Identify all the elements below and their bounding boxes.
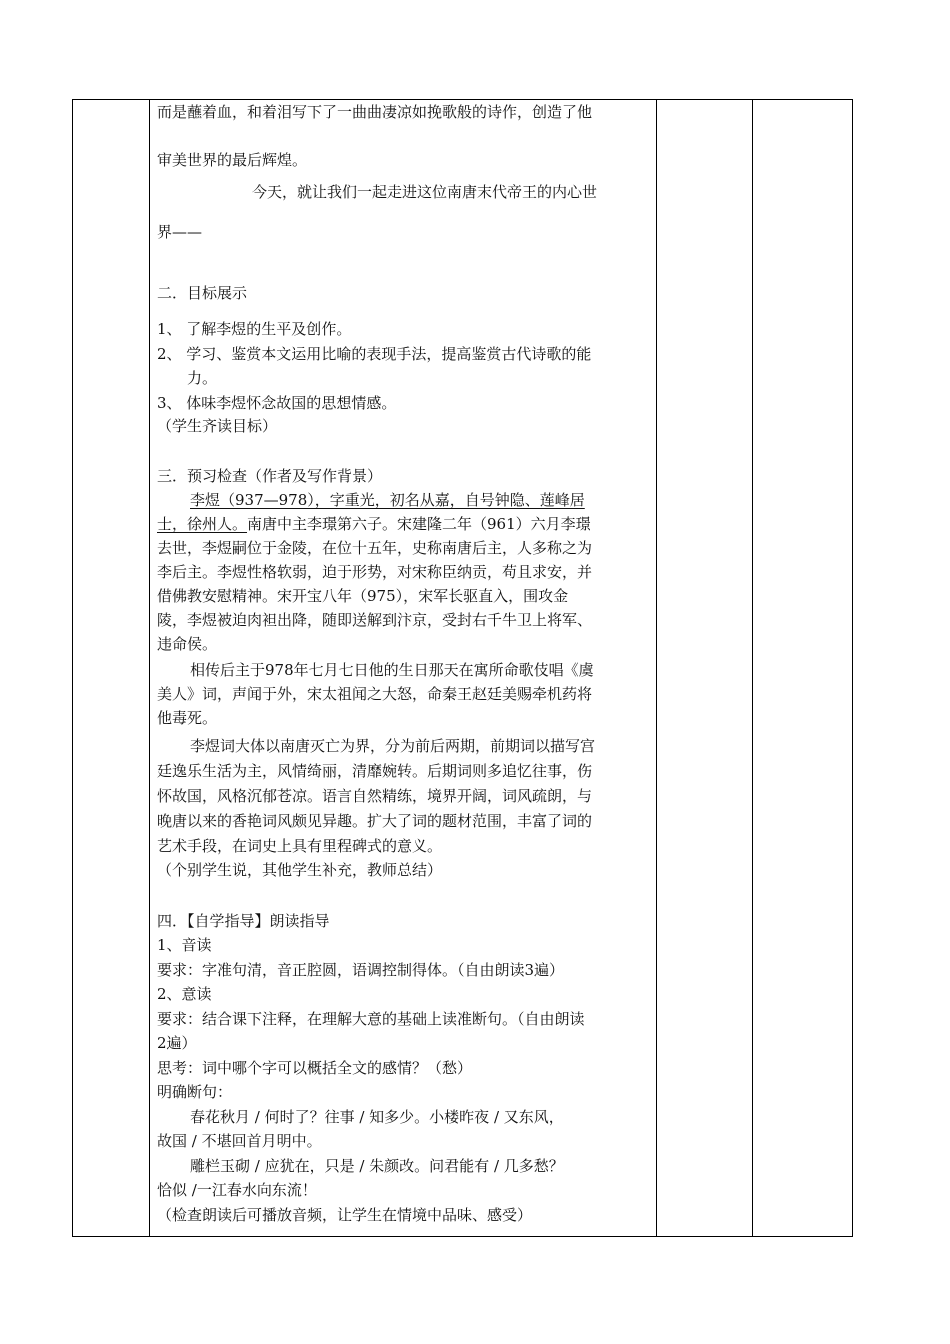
text-line: 陵，李煜被迫肉袒出降，随即送解到汴京，受封右千牛卫上将军、: [157, 611, 593, 629]
column-divider-3: [752, 100, 753, 1236]
section-heading: 二．目标展示: [157, 284, 248, 302]
text-line: 思考：词中哪个字可以概括全文的感情？（愁）: [157, 1059, 473, 1077]
poem-line: 春花秋月 / 何时了？往事 / 知多少。小楼昨夜 / 又东风，: [190, 1108, 564, 1126]
text-line: 李煜（937—978），字重光，初名从嘉，自号钟隐、莲峰居: [190, 491, 585, 509]
text-line: 李后主。李煜性格软弱，迫于形势，对宋称臣纳贡，苟且求安，并: [157, 563, 593, 581]
poem-line: 故国 / 不堪回首月明中。: [157, 1132, 322, 1150]
text-line: 廷逸乐生活为主，风情绮丽，清靡婉转。后期词则多追忆往事，伤: [157, 762, 593, 780]
column-divider-1: [149, 100, 150, 1236]
text-line: 要求：结合课下注释，在理解大意的基础上读准断句。（自由朗读: [157, 1010, 585, 1028]
text-line: 相传后主于978年七月七日他的生日那天在寓所命歌伎唱《虞: [190, 661, 594, 679]
text-line: 要求：字准句清，音正腔圆，语调控制得体。（自由朗读3遍）: [157, 961, 565, 979]
text-line: 界——: [157, 223, 203, 241]
text-line: 晚唐以来的香艳词风颇见异趣。扩大了词的题材范围，丰富了词的: [157, 812, 593, 830]
text-line: 美人》词，声闻于外，宋太祖闻之大怒，命秦王赵廷美赐牵机药将: [157, 685, 593, 703]
text-line: 而是蘸着血，和着泪写下了一曲曲凄凉如挽歌般的诗作，创造了他: [157, 103, 593, 121]
list-item-continuation: 力。: [187, 369, 218, 387]
column-divider-2: [656, 100, 657, 1236]
note-text: （检查朗读后可播放音频，让学生在情境中品味、感受）: [157, 1206, 533, 1224]
list-item: 2、 学习、鉴赏本文运用比喻的表现手法，提高鉴赏古代诗歌的能: [157, 345, 592, 363]
text-line: 去世，李煜嗣位于金陵，在位十五年，史称南唐后主，人多称之为: [157, 539, 593, 557]
text-line: 怀故国，风格沉郁苍凉。语言自然精练，境界开阔，词风疏朗，与: [157, 787, 593, 805]
poem-line: 恰似 /一江春水向东流！: [157, 1181, 317, 1199]
list-item: 1、 了解李煜的生平及创作。: [157, 320, 352, 338]
note-text: （个别学生说，其他学生补充，教师总结）: [157, 861, 443, 879]
text-line: 1、音读: [157, 936, 212, 954]
note-text: （学生齐读目标）: [157, 417, 278, 435]
text-line: 明确断句：: [157, 1083, 233, 1101]
text-span: 南唐中主李璟第六子。宋建隆二年（961）六月李璟: [247, 515, 591, 533]
text-line: [157, 514, 591, 534]
list-item: 3、 体味李煜怀念故国的思想情感。: [157, 394, 397, 412]
poem-line: 雕栏玉砌 / 应犹在，只是 / 朱颜改。问君能有 / 几多愁？: [190, 1157, 564, 1175]
section-heading: 三．预习检查（作者及写作背景）: [157, 467, 383, 485]
text-line: 今天，就让我们一起走进这位南唐末代帝王的内心世: [252, 183, 598, 201]
text-line: 借佛教安慰精神。宋开宝八年（975），宋军长驱直入，围攻金: [157, 587, 569, 605]
text-line: 他毒死。: [157, 709, 218, 727]
text-line: 2遍）: [157, 1034, 197, 1052]
text-line: 违命侯。: [157, 635, 218, 653]
underlined-text: 士，徐州人。: [157, 515, 248, 533]
text-line: 李煜词大体以南唐灭亡为界，分为前后两期，前期词以描写宫: [190, 737, 596, 755]
text-line: 2、意读: [157, 985, 212, 1003]
section-heading: 四．【自学指导】朗读指导: [157, 912, 330, 930]
text-line: 审美世界的最后辉煌。: [157, 151, 308, 169]
text-line: 艺术手段，在词史上具有里程碑式的意义。: [157, 837, 443, 855]
